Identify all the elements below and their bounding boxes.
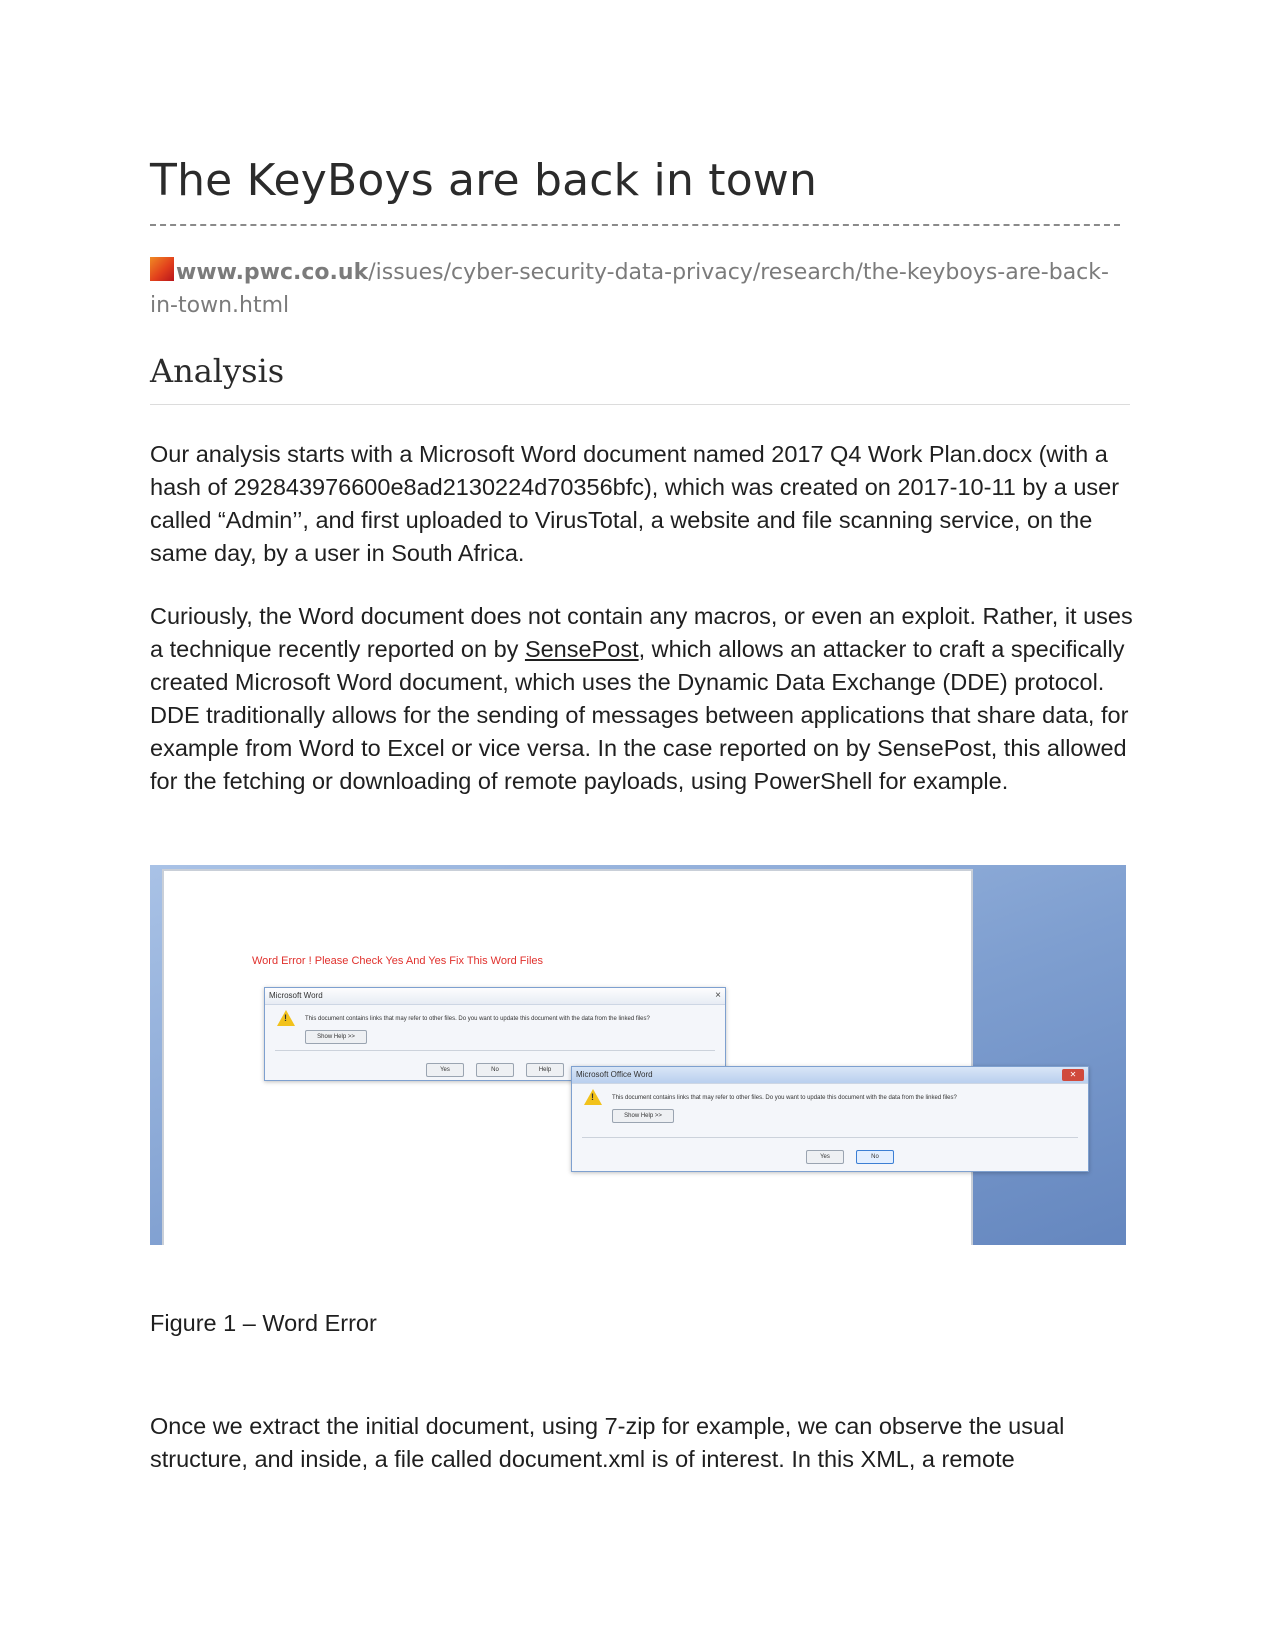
- paragraph-3: Once we extract the initial document, using 7-zip for example, we can observe the usual structure, and inside, a file called document.xml is of interest. In this XML, a remote: [150, 1413, 1065, 1472]
- sensepost-link[interactable]: SensePost: [524, 636, 639, 662]
- word-error-warning-text: Word Error ! Please Check Yes And Yes Fix This Word Files: [252, 955, 544, 967]
- title-divider: [150, 224, 1120, 226]
- paragraph-1: Our analysis starts with a Microsoft Word document named 2017 Q4 Work Plan.docx (with a hash of 292843976600e8ad2130224d70356bfc), which was created on 2017-10-11 by a user called “Admin’’, and first uploaded to VirusTotal, a website and file scanning service, on the same day, by a user in South Africa.: [150, 441, 1120, 566]
- source-url[interactable]: [150, 256, 1110, 322]
- figure-word-error: [150, 865, 1126, 1245]
- section-divider: [150, 404, 1130, 405]
- show-help-button: Show Help >>: [612, 1109, 674, 1123]
- dialog-message: This document contains links that may refer to other files. Do you want to update this document with the data from the linked files?: [612, 1095, 957, 1101]
- dialog-divider: [582, 1137, 1078, 1138]
- yes-button: Yes: [806, 1150, 844, 1164]
- dialog-title: [572, 1067, 1088, 1084]
- no-button: No: [476, 1063, 514, 1077]
- close-icon: ×: [715, 990, 721, 1001]
- dialog-message: This document contains links that may refer to other files. Do you want to update this document with the data from the linked files?: [305, 1016, 650, 1022]
- figure-caption: Figure 1 – Word Error: [150, 1310, 377, 1336]
- dialog-title-text: Microsoft Office Word: [576, 1070, 653, 1079]
- yes-button: Yes: [426, 1063, 464, 1077]
- help-button: Help: [526, 1063, 564, 1077]
- dialog-divider: [275, 1050, 715, 1051]
- close-icon: ✕: [1062, 1069, 1084, 1081]
- dialog-title: [265, 988, 725, 1005]
- dialog-title-text: Microsoft Word: [269, 991, 323, 1000]
- pwc-favicon-icon: [150, 257, 174, 281]
- article-title: The KeyBoys are back in town: [150, 155, 818, 206]
- section-heading: Analysis: [150, 352, 285, 390]
- microsoft-office-word-dialog: [571, 1066, 1089, 1172]
- show-help-button: Show Help >>: [305, 1030, 367, 1044]
- warning-icon: [277, 1010, 295, 1026]
- warning-icon: [584, 1089, 602, 1105]
- paragraph-2-text-b: , which allows an attacker to craft a specifically created Microsoft Word document, which uses the Dynamic Data Exchange (DDE) protocol. DDE traditionally allows for the sending of messages between applications that share data, for example from Word to Excel or vice versa. In the case reported on by SensePost, this allowed for the fetching or downloading of remote payloads, using PowerShell for example.: [150, 636, 1129, 794]
- no-button: No: [856, 1150, 894, 1164]
- paragraph-2: [150, 600, 1135, 798]
- paragraph-2-text-a: Curiously, the Word document does not contain any macros, or even an exploit. Rather, it uses a technique recently reported on by: [150, 603, 1133, 662]
- dialog-buttons: [592, 1145, 1108, 1164]
- word-document-page: [162, 869, 973, 1245]
- source-path: /issues/cyber-security-data-privacy/research/the-keyboys-are-back-in-town.html: [150, 260, 1109, 318]
- source-domain: www.pwc.co.uk: [176, 260, 369, 285]
